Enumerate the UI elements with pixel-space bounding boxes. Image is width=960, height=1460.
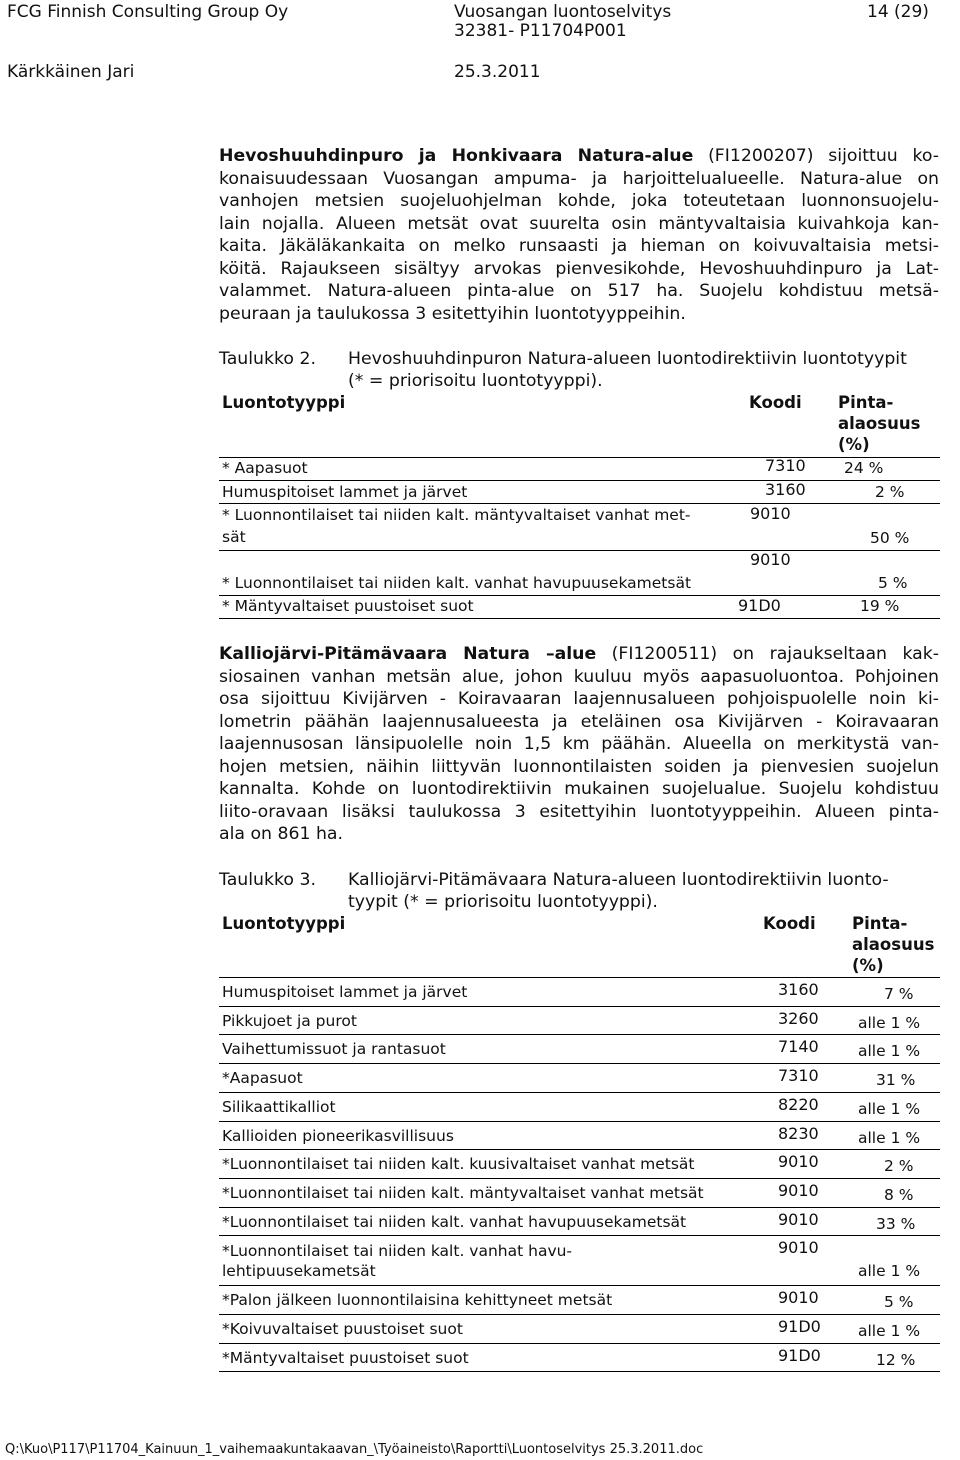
table3-row-pct: 7 % — [884, 985, 914, 1003]
table3-row-name: *Luonnontilaiset tai niiden kalt. kuusivaltaiset vanhat metsät — [222, 1155, 695, 1174]
paragraph-line — [219, 733, 939, 756]
table3-row-name: *Mäntyvaltaiset puustoiset suot — [222, 1348, 469, 1367]
table3-row-name: *Koivuvaltaiset puustoiset suot — [222, 1320, 463, 1338]
table3-row-pct: 33 % — [876, 1214, 916, 1233]
table2-header-area: Pinta- — [838, 393, 894, 412]
table3-row-name: lehtipuusekametsät — [222, 1262, 376, 1281]
bold-title: Kalliojärvi-Pitämävaara Natura –alue — [219, 644, 597, 664]
line-text: liito-oravaan lisäksi taulukossa 3 esitettyihin luontotyyppeihin. Alueen pinta- — [219, 801, 939, 822]
paragraph-line — [219, 145, 939, 168]
line-text: konaisuudessaan Vuosangan ampuma- ja harjoittelualueelle. Natura-alue on — [219, 168, 939, 189]
table-rule — [219, 457, 940, 458]
table3-row-name: *Palon jälkeen luonnontilaisina kehittyneet metsät — [222, 1291, 613, 1310]
line-text: siosainen vanhan metsän alue, johon kuuluu myös aapasuoluontoa. Pohjoinen — [219, 666, 939, 687]
table3-header-type: Luontotyyppi — [222, 914, 346, 933]
table-rule — [219, 618, 940, 619]
paragraph-line — [219, 801, 939, 824]
table2-row-name: * Aapasuot — [222, 459, 308, 477]
table3-row-pct: alle 1 % — [858, 1322, 921, 1340]
table3-row-code: 7140 — [778, 1037, 819, 1057]
table2-row-pct: 24 % — [844, 459, 884, 477]
report-title: Vuosangan luontoselvitys — [454, 2, 672, 22]
table3-row-pct: alle 1 % — [858, 1013, 921, 1032]
table3-row-pct: 31 % — [876, 1071, 916, 1090]
table2-caption-line2: (* = priorisoitu luontotyyppi). — [348, 371, 603, 391]
table-rule — [219, 1121, 940, 1122]
line-text: valammet. Natura-alueen pinta-alue on 517 ha. Suojelu kohdistuu metsä- — [219, 281, 939, 301]
table3-header-area: (%) — [852, 956, 884, 975]
table2-row-pct: 50 % — [870, 529, 910, 547]
footer-path: Q:\Kuo\P117\P11704_Kainuun_1_vaihemaakuntakaavan_\Työaineisto\Raportti\Luontoselvitys 25.3.2011.doc — [5, 1442, 704, 1457]
table2-row-code: 9010 — [750, 550, 791, 569]
table-rule — [219, 1235, 940, 1236]
line-text: osa sijoittuu Kivijärven - Koiravaaran laajennusalueen pohjoispuolelle noin ki- — [219, 689, 939, 709]
table-rule — [219, 1006, 940, 1007]
line-text: hojen metsien, näihin liittyvän luonnontilaisten soiden ja pienvesien suojelun — [219, 756, 939, 777]
table3-row-pct: 12 % — [876, 1350, 916, 1369]
table2-row-pct: 19 % — [860, 597, 900, 615]
table3-row-name: *Luonnontilaiset tai niiden kalt. vanhat havupuusekametsät — [222, 1212, 687, 1231]
table2-row-pct: 2 % — [875, 483, 905, 501]
table-rule — [219, 1371, 940, 1372]
table3-row-code: 9010 — [778, 1152, 819, 1172]
table3-row-name: Silikaattikalliot — [222, 1097, 336, 1116]
bold-title: Hevoshuuhdinpuro ja Honkivaara Natura-alue — [219, 146, 694, 166]
table2-row-name: Humuspitoiset lammet ja järvet — [222, 483, 468, 501]
table3-row-name: *Luonnontilaiset tai niiden kalt. vanhat havu- — [222, 1242, 573, 1261]
table-rule — [219, 1034, 940, 1035]
paragraph-line — [219, 756, 939, 779]
table2-row-name: sät — [222, 528, 246, 546]
table2-row-code: 9010 — [750, 504, 791, 523]
table3-row-code: 91D0 — [778, 1345, 821, 1365]
table3-row-code: 3260 — [778, 1008, 819, 1028]
table3-row-pct: alle 1 % — [858, 1128, 921, 1147]
paragraph-line — [219, 711, 939, 734]
table3-row-pct: alle 1 % — [858, 1042, 921, 1061]
table3-header-code: Koodi — [763, 914, 816, 933]
table3-row-code: 9010 — [778, 1288, 819, 1308]
table3-row-code: 3160 — [778, 980, 819, 999]
table3-row-code: 91D0 — [778, 1317, 821, 1336]
line-text: kaita. Jäkäläkankaita on melko runsaasti ja hieman on koivuvaltaisia metsi- — [219, 236, 939, 256]
paragraph-line — [219, 280, 939, 303]
table-rule — [219, 480, 940, 481]
table-rule — [219, 503, 940, 504]
table3-row-pct: 2 % — [884, 1157, 914, 1176]
paragraph-line — [219, 303, 939, 326]
table3-label: Taulukko 3. — [219, 870, 316, 890]
table3-row-code: 8230 — [778, 1123, 819, 1143]
table2-row-name: * Mäntyvaltaiset puustoiset suot — [222, 597, 474, 615]
line-text: lometrin päähän laajennusalueesta ja eteläinen osa Kivijärven - Koiravaaran — [219, 711, 939, 732]
table2-row-name: * Luonnontilaiset tai niiden kalt. vanhat havupuusekametsät — [222, 574, 692, 592]
table3-row-pct: alle 1 % — [858, 1099, 921, 1118]
line-text: vanhojen metsien suojeluohjelman kohde, joka toteutetaan luonnonsuojelu- — [219, 191, 939, 211]
section-hevoshuuhdinpuro — [219, 145, 939, 325]
table3-caption-line2: tyypit (* = priorisoitu luontotyyppi). — [348, 892, 658, 912]
table3-row-name: Vaihettumissuot ja rantasuot — [222, 1040, 446, 1059]
paragraph-line — [219, 643, 939, 666]
table2-label: Taulukko 2. — [219, 349, 316, 369]
table2-row-name: * Luonnontilaiset tai niiden kalt. mäntyvaltaiset vanhat met- — [222, 506, 691, 524]
line-text: (FI1200511) on rajaukseltaan kak- — [596, 644, 939, 664]
page-number: 14 (29) — [867, 2, 929, 22]
table3-row-name: Pikkujoet ja purot — [222, 1011, 357, 1030]
table2-row-code: 91D0 — [738, 596, 781, 615]
table2-header-area: alaosuus — [838, 414, 921, 433]
table3-row-pct: alle 1 % — [858, 1262, 921, 1281]
table-rule — [219, 1207, 940, 1208]
table-rule — [219, 1314, 940, 1315]
table-rule — [219, 1092, 940, 1093]
line-text: köitä. Rajaukseen sisältyy arvokas pienvesikohde, Hevoshuuhdinpuro ja Lat- — [219, 258, 939, 279]
table3-row-name: Humuspitoiset lammet ja järvet — [222, 983, 468, 1001]
section-kalliojarvi — [219, 643, 939, 846]
date: 25.3.2011 — [454, 62, 541, 82]
table-rule — [219, 550, 940, 551]
table2-caption: Hevoshuuhdinpuron Natura-alueen luontodirektiivin luontotyypit — [348, 349, 907, 369]
table2-header-area: (%) — [838, 435, 870, 454]
table-rule — [219, 1343, 940, 1344]
table3-row-code: 8220 — [778, 1094, 819, 1114]
table-rule — [219, 1285, 940, 1286]
table3-header-area: Pinta- — [852, 914, 908, 933]
table3-caption: Kalliojärvi-Pitämävaara Natura-alueen luontodirektiivin luonto- — [348, 870, 889, 890]
table-rule — [219, 595, 940, 596]
table-rule — [219, 1063, 940, 1064]
line-text: ala on 861 ha. — [219, 824, 344, 844]
table3-row-pct: 8 % — [884, 1185, 914, 1204]
table-rule — [219, 1149, 940, 1150]
paragraph-line — [219, 688, 939, 711]
project-code: 32381- P11704P001 — [454, 21, 627, 41]
table3-row-code: 9010 — [778, 1238, 819, 1258]
table2-header-code: Koodi — [749, 393, 802, 412]
paragraph-line — [219, 823, 939, 846]
paragraph-line — [219, 190, 939, 213]
line-text: lain nojalla. Alueen metsät ovat suurelta osin mäntyvaltaisia kuivahkoja kan- — [219, 213, 939, 234]
paragraph-line — [219, 168, 939, 191]
table2-row-pct: 5 % — [878, 574, 908, 592]
table3-row-name: *Luonnontilaiset tai niiden kalt. mäntyvaltaiset vanhat metsät — [222, 1183, 704, 1202]
table-rule — [219, 1178, 940, 1179]
line-text: laajennusosan länsipuolelle noin 1,5 km päähän. Alueella on merkitystä van- — [219, 734, 939, 754]
line-text: (FI1200207) sijoittuu ko- — [693, 146, 939, 166]
table-rule — [219, 977, 940, 978]
table3-row-code: 9010 — [778, 1180, 819, 1200]
table3-row-name: Kallioiden pioneerikasvillisuus — [222, 1126, 454, 1145]
line-text: peuraan ja taulukossa 3 esitettyihin luontotyyppeihin. — [219, 303, 686, 324]
table3-header-area: alaosuus — [852, 935, 935, 954]
table2-row-code: 7310 — [765, 456, 806, 475]
table2-header-type: Luontotyyppi — [222, 393, 346, 412]
company-name: FCG Finnish Consulting Group Oy — [7, 2, 289, 22]
paragraph-line — [219, 666, 939, 689]
line-text: kannalta. Kohde on luontodirektiivin mukainen suojelualue. Suojelu kohdistuu — [219, 779, 939, 799]
table2-row-code: 3160 — [765, 480, 806, 499]
paragraph-line — [219, 235, 939, 258]
table3-row-pct: 5 % — [884, 1293, 914, 1312]
paragraph-line — [219, 778, 939, 801]
paragraph-line — [219, 213, 939, 236]
author: Kärkkäinen Jari — [7, 62, 135, 82]
table3-row-name: *Aapasuot — [222, 1069, 303, 1088]
table3-row-code: 7310 — [778, 1066, 819, 1086]
paragraph-line — [219, 258, 939, 281]
table3-row-code: 9010 — [778, 1209, 819, 1229]
